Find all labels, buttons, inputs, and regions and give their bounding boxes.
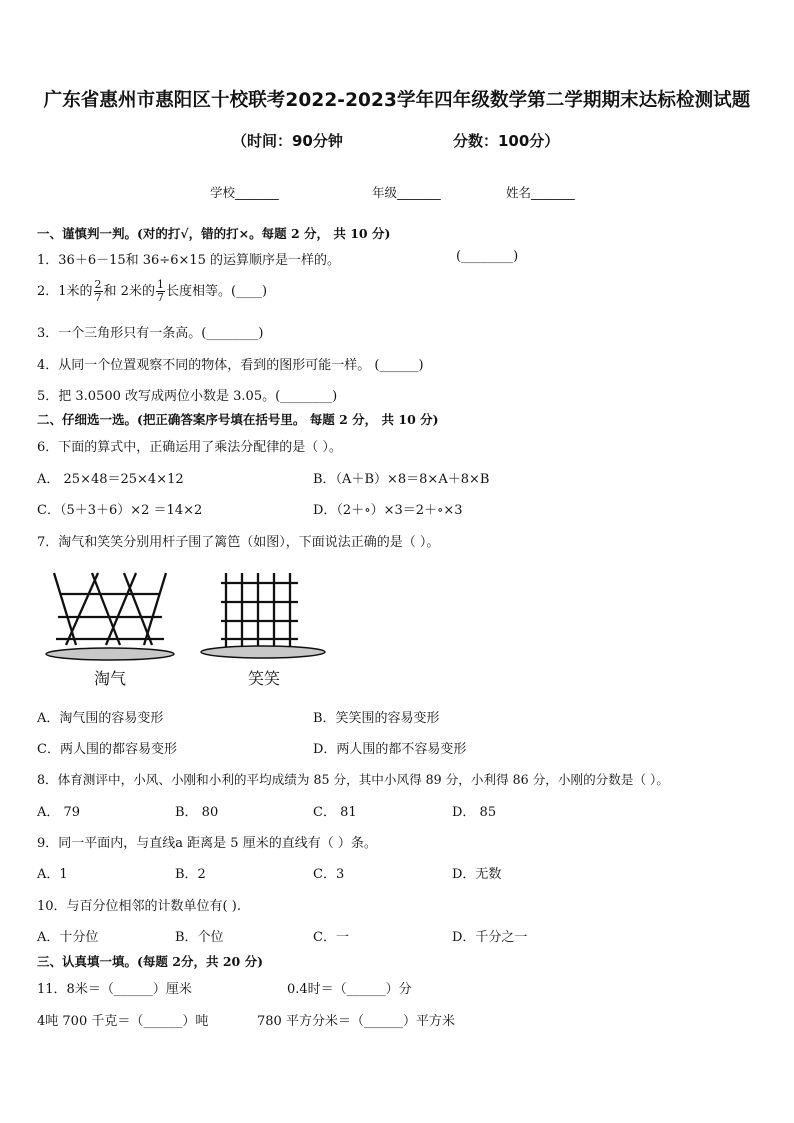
q6-option-a: A． 25×48＝25×4×12 xyxy=(37,472,184,487)
q7-option-b: B．笑笑围的容易变形 xyxy=(313,711,440,726)
question-4: 4．从同一个位置观察不同的物体，看到的图形可能一样。 (______) xyxy=(37,358,424,373)
xiaoxiao-fence xyxy=(221,573,298,647)
exam-time: （时间：90分钟 xyxy=(232,132,343,150)
question-11-c: 4吨 700 千克＝（______）吨 xyxy=(37,1014,209,1029)
q2-text-c: 长度相等。(____) xyxy=(165,284,268,299)
q10-option-d: D．千分之一 xyxy=(452,930,528,945)
school-field: 学校_______ xyxy=(210,185,279,200)
q7-option-c: C．两人围的都容易变形 xyxy=(37,742,177,757)
question-10: 10．与百分位相邻的计数单位有( ). xyxy=(37,899,241,914)
fraction-numerator: 2 xyxy=(94,278,102,291)
question-8: 8．体育测评中，小风、小刚和小利的平均成绩为 85 分，其中小风得 89 分，小利得 86 分，小刚的分数是（ ）。 xyxy=(37,772,669,787)
q9-option-b: B．2 xyxy=(175,867,206,882)
fraction-1-7 xyxy=(156,279,165,304)
question-11-d: 780 平方分米＝（______）平方米 xyxy=(257,1014,455,1029)
q6-option-d: D．（2＋∘）×3＝2＋∘×3 xyxy=(313,503,463,518)
q9-option-a: A．1 xyxy=(37,867,68,882)
question-1: 1．36＋6－15和 36÷6×15 的运算顺序是一样的。 xyxy=(37,253,341,268)
question-6: 6．下面的算式中，正确运用了乘法分配律的是（ ）。 xyxy=(37,440,342,455)
name-field: 姓名_______ xyxy=(506,185,575,200)
page-title: 广东省惠州市惠阳区十校联考2022-2023学年四年级数学第二学期期末达标检测试题 xyxy=(43,90,751,111)
q9-option-c: C．3 xyxy=(313,867,345,882)
q2-text-b: 和 2米的 xyxy=(103,284,155,299)
section-3-heading: 三、认真填一填。(每题 2分，共 20 分) xyxy=(37,954,263,969)
question-7: 7．淘气和笑笑分别用杆子围了篱笆（如图），下面说法正确的是（ ）。 xyxy=(37,535,440,550)
q9-option-d: D．无数 xyxy=(452,867,502,882)
q7-option-d: D．两人围的都不容易变形 xyxy=(313,742,467,757)
fraction-numerator: 1 xyxy=(156,278,164,291)
question-3: 3．一个三角形只有一条高。(________) xyxy=(37,326,264,341)
label-taoqi: 淘气 xyxy=(94,669,127,688)
fraction-denominator: 7 xyxy=(94,291,102,304)
q8-option-b: B． 80 xyxy=(175,805,219,820)
section-1-heading: 一、谨慎判一判。(对的打√，错的打×。每题 2 分， 共 10 分) xyxy=(37,226,391,241)
q6-option-c: C．（5＋3＋6）×2 ＝14×2 xyxy=(37,503,203,518)
question-1-blank: (________) xyxy=(456,249,519,264)
question-2 xyxy=(37,279,267,304)
fraction-denominator: 7 xyxy=(156,291,164,304)
q8-option-c: C． 81 xyxy=(313,805,357,820)
q10-option-a: A．十分位 xyxy=(37,930,99,945)
question-9: 9．同一平面内，与直线a 距离是 5 厘米的直线有（ ）条。 xyxy=(37,836,377,851)
taoqi-ground xyxy=(46,648,174,660)
q7-option-a: A．淘气围的容易变形 xyxy=(37,711,164,726)
question-5: 5．把 3.0500 改写成两位小数是 3.05。(________) xyxy=(37,389,338,404)
question-11-a: 11．8米＝（______）厘米 xyxy=(37,982,192,997)
fence-figure xyxy=(40,565,340,670)
q10-option-c: C．一 xyxy=(313,930,349,945)
q8-option-d: D． 85 xyxy=(452,805,497,820)
q6-option-b: B．（A＋B）×8＝8×A＋8×B xyxy=(313,472,490,487)
xiaoxiao-ground xyxy=(201,646,325,658)
fraction-2-7 xyxy=(94,279,103,304)
question-11-b: 0.4时＝（______）分 xyxy=(287,982,412,997)
exam-score: 分数：100分） xyxy=(453,132,560,150)
taoqi-fence xyxy=(54,573,166,645)
q10-option-b: B．个位 xyxy=(175,930,224,945)
grade-field: 年级_______ xyxy=(372,185,441,200)
section-2-heading: 二、仔细选一选。(把正确答案序号填在括号里。 每题 2 分， 共 10 分) xyxy=(37,412,439,427)
label-xiaoxiao: 笑笑 xyxy=(248,669,281,688)
q8-option-a: A． 79 xyxy=(37,805,81,820)
q2-text-a: 2．1米的 xyxy=(37,284,93,299)
